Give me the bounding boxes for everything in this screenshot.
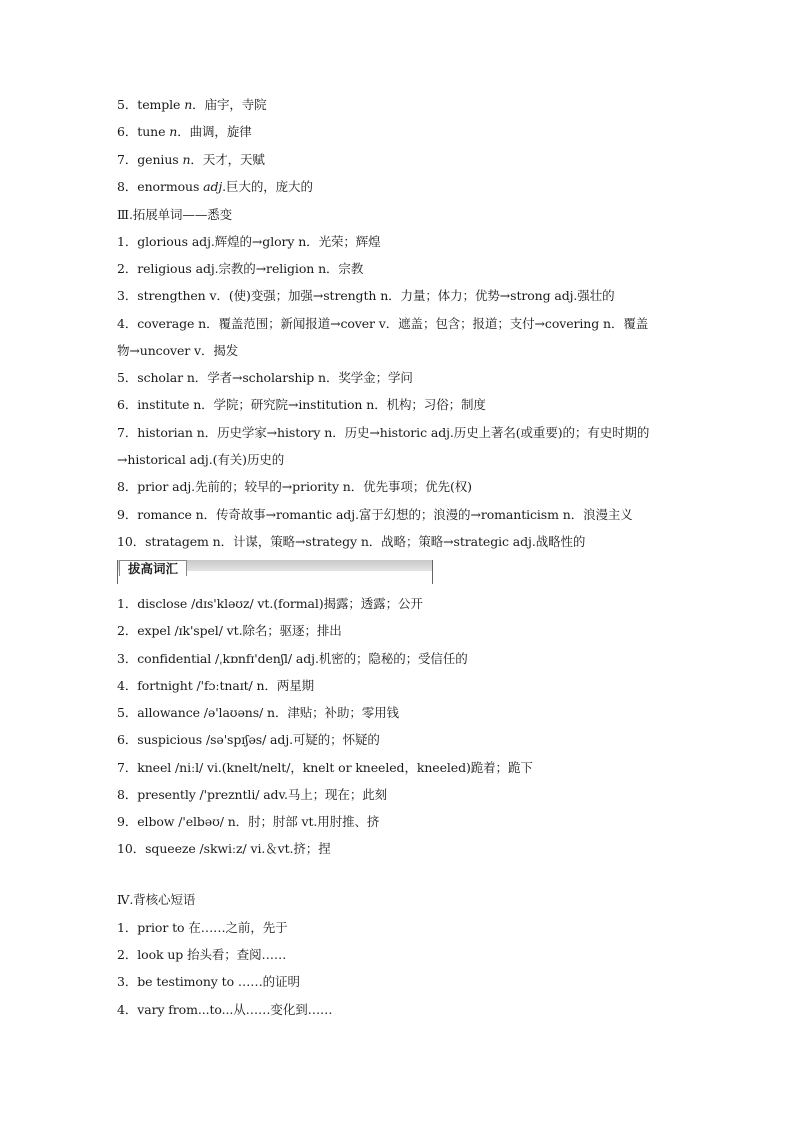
- derivation-line: 4．coverage n．覆盖范围；新闻报道→cover v．遮盖；包含；报道；支付→covering n．覆盖: [117, 316, 649, 331]
- section-heading: Ⅲ.拓展单词——悉变: [117, 207, 233, 222]
- phrase-item: 1．prior to 在……之前，先于: [117, 920, 288, 935]
- derivation-line: 物→uncover v．揭发: [117, 343, 239, 358]
- derivation-line: 3．strengthen v．(使)变强；加强→strength n．力量；体力；优势→strong adj.强壮的: [117, 288, 615, 303]
- advanced-word: 9．elbow /'elbəʊ/ n．肘；肘部 vt.用肘推、挤: [117, 814, 380, 829]
- vocab-item: 6．tune n．曲调，旋律: [117, 124, 252, 139]
- derivation-line: 1．glorious adj.辉煌的→glory n．光荣；辉煌: [117, 234, 381, 249]
- advanced-word: 3．confidential /ˌkɒnfɪ'denʃl/ adj.机密的；隐秘的；受信任的: [117, 651, 468, 666]
- vocab-item: 7．genius n．天才，天赋: [117, 152, 265, 167]
- derivation-line: 8．prior adj.先前的；较早的→priority n．优先事项；优先(权): [117, 479, 472, 494]
- derivation-line: 9．romance n．传奇故事→romantic adj.富于幻想的；浪漫的→romanticism n．浪漫主义: [117, 507, 633, 522]
- banner-label: 拔高词汇: [119, 560, 187, 576]
- banner-right-tick: [432, 560, 433, 584]
- derivation-line: 7．historian n．历史学家→history n．历史→historic adj.历史上著名(或重要)的；有史时期的: [117, 425, 650, 440]
- phrase-item: 3．be testimony to ……的证明: [117, 974, 300, 989]
- derivation-line: →historical adj.(有关)历史的: [117, 452, 285, 467]
- derivation-line: 10．stratagem n．计谋，策略→strategy n．战略；策略→strategic adj.战略性的: [117, 534, 586, 549]
- vocab-item: 5．temple n．庙宇，寺院: [117, 97, 267, 112]
- advanced-word: 4．fortnight /'fɔːtnaɪt/ n．两星期: [117, 678, 315, 693]
- derivation-line: 2．religious adj.宗教的→religion n．宗教: [117, 261, 364, 276]
- banner-left-tick: [117, 560, 118, 584]
- advanced-word: 5．allowance /ə'laʊəns/ n．津贴；补助；零用钱: [117, 705, 399, 720]
- advanced-word: 1．disclose /dɪs'kləʊz/ vt.(formal)揭露；透露；公开: [117, 596, 423, 611]
- derivation-line: 5．scholar n．学者→scholarship n．奖学金；学问: [117, 370, 413, 385]
- phrase-item: 2．look up 抬头看；查阅……: [117, 947, 287, 962]
- section-heading: Ⅳ.背核心短语: [117, 892, 196, 907]
- advanced-word: 2．expel /ɪk'spel/ vt.除名；驱逐；排出: [117, 623, 342, 638]
- derivation-line: 6．institute n．学院；研究院→institution n．机构；习俗；制度: [117, 397, 486, 412]
- advanced-word: 6．suspicious /sə'spɪʃəs/ adj.可疑的；怀疑的: [117, 732, 380, 747]
- section-banner: [117, 560, 433, 584]
- advanced-word: 10．squeeze /skwiːz/ vi.＆vt.挤；捏: [117, 841, 331, 856]
- advanced-word: 7．kneel /niːl/ vi.(knelt/nelt/，knelt or kneeled，kneeled)跪着；跪下: [117, 760, 533, 775]
- advanced-word: 8．presently /'prezntli/ adv.马上；现在；此刻: [117, 787, 388, 802]
- phrase-item: 4．vary from...to...从……变化到……: [117, 1002, 333, 1017]
- vocab-item: 8．enormous adj.巨大的，庞大的: [117, 179, 313, 194]
